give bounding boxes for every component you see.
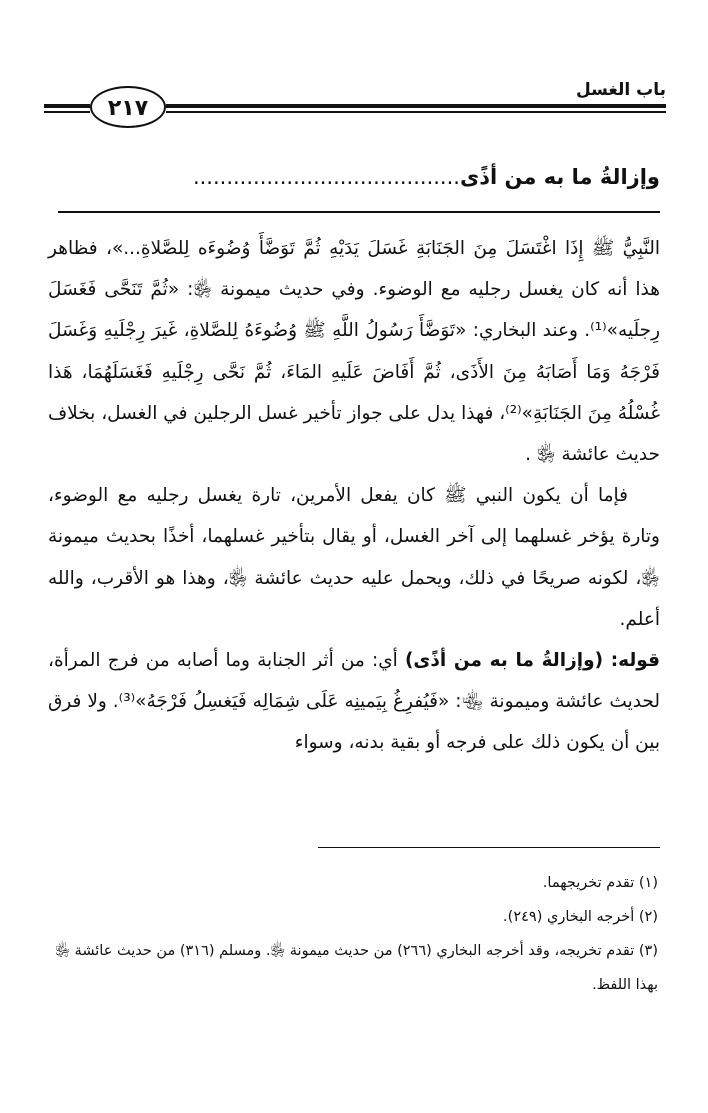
footnote-2: (٢) أخرجه البخاري (٢٤٩). <box>503 909 658 925</box>
header-rule-left-thick <box>44 104 90 108</box>
commentary-body <box>48 228 660 764</box>
paragraph-3-lead: قوله: (وإزالةُ ما به من أذًى) <box>404 650 660 672</box>
paragraph-3 <box>48 640 660 764</box>
footnote-separator <box>318 847 660 848</box>
matn-quote <box>60 165 660 189</box>
footnote-1: (١) تقدم تخريجهما. <box>542 875 658 891</box>
header-rule-thick <box>166 104 666 108</box>
running-title: باب الغسل <box>575 80 666 100</box>
paragraph-2: فإما أن يكون النبي ﷺ كان يفعل الأمرين، تارة يغسل رجليه مع الوضوء، وتارة يؤخر غسلهما إلى آخر الغسل، أو يقال بتأخير غسلهما، أخذًا بحديث ميمونة ﵂، لكونه صريحًا في ذلك، ويحمل عليه حديث عائشة ﵂، وهذا هو الأقرب، والله أعلم. <box>48 485 660 630</box>
paragraph-1: النَّبِيُّ ﷺ إِذَا اغْتَسَلَ مِنَ الجَنَابَةِ غَسَلَ يَدَيْهِ ثُمَّ تَوَضَّأَ وُضُوءَه لِلصَّلاةِ...»، فظاهر هذا أنه كان يغسل رجليه مع الوضوء. وفي حديث ميمونة ﵂: «ثُمَّ تَنَحَّى فَغَسَلَ رِجلَيه»⁽¹⁾. وعند البخاري: «تَوَضَّأَ رَسُولُ اللَّهِ ﷺ وُضُوءَهُ لِلصَّلاةِ، غَيرَ رِجْلَيهِ وَغَسَلَ فَرْجَهُ وَمَا أَصَابَهُ مِنَ الأَذَى، ثُمَّ أَفَاضَ عَلَيهِ المَاءَ، ثُمَّ نَحَّى رِجْلَيهِ فَغَسَلَهُمَا، هَذا غُسْلُهُ مِنَ الجَنَابَةِ»⁽²⁾، فهذا يدل على جواز تأخير غسل الرجلين في الغسل، بخلاف حديث عائشة ﵂ . <box>48 238 660 466</box>
footnotes <box>48 866 658 1002</box>
matn-dots: ........................................ <box>192 165 460 189</box>
paragraph-3-rest: أي: من أثر الجنابة وما أصابه من فرج المرأة، لحديث عائشة وميمونة ﵄: «فَيُفرِغُ بِيَمينِه عَلَى شِمَالِه فَيَغسِلُ فَرْجَهُ»⁽³⁾. ولا فرق بين أن يكون ذلك على فرجه أو بقية بدنه، وسواء <box>48 650 661 754</box>
header-rule-left-thin <box>44 111 90 113</box>
matn-quote-text: وإزالةُ ما به من أذًى <box>459 165 660 189</box>
footnote-3: (٣) تقدم تخريجه، وقد أخرجه البخاري (٢٦٦) من حديث ميمونة ﵂. ومسلم (٣١٦) من حديث عائشة ﵂ بهذا اللفظ. <box>55 943 658 993</box>
header-rule-thin <box>166 111 666 113</box>
matn-rule <box>58 211 660 213</box>
page-number: ٢١٧ <box>90 86 166 128</box>
